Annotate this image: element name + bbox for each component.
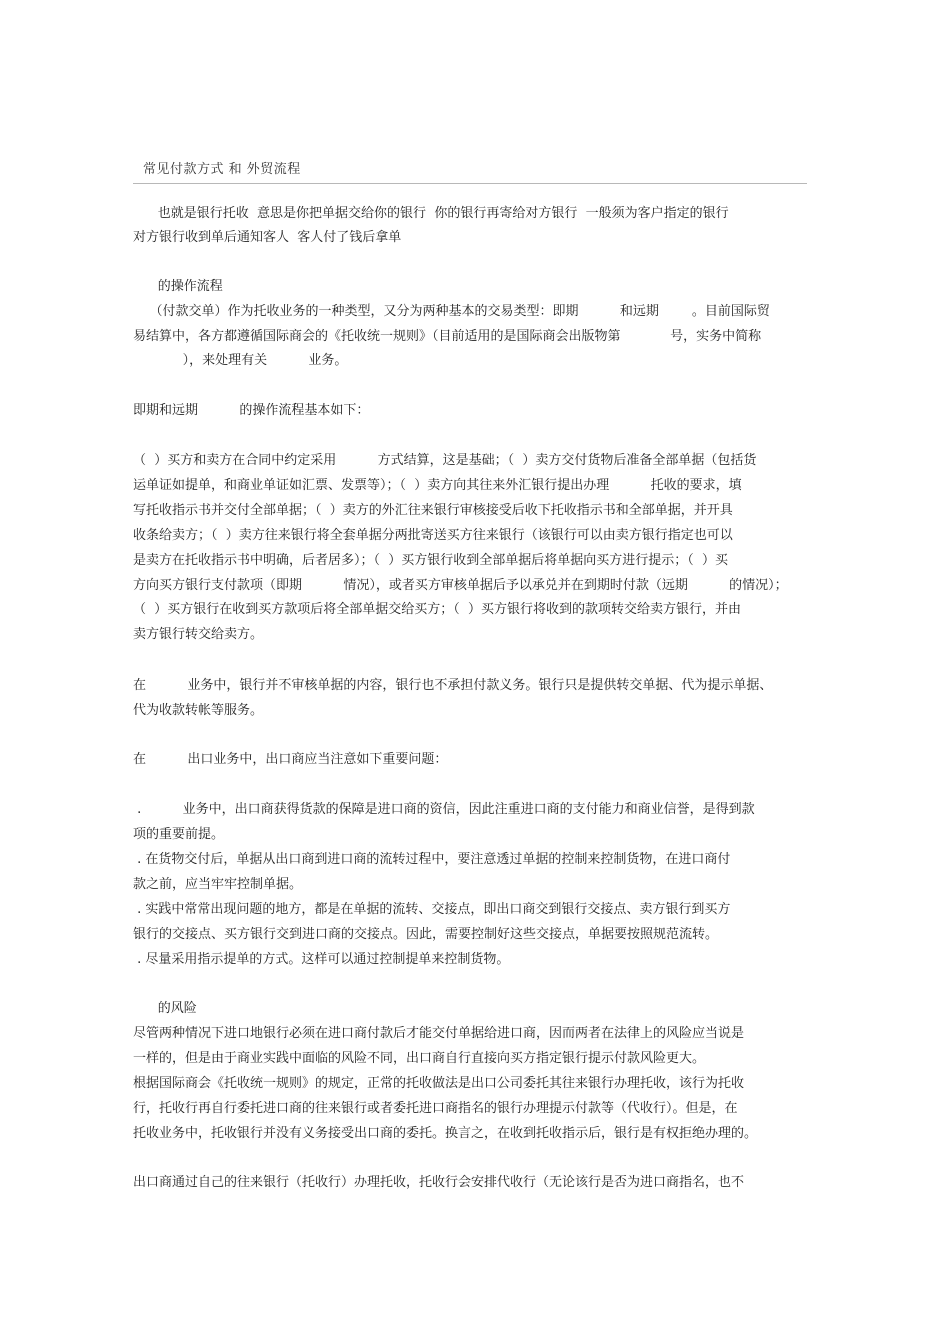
section-heading: 的操作流程: [133, 279, 223, 294]
header-divider: [133, 183, 807, 184]
paragraph-line: 易结算中，各方都遵循国际商会的《托收统一规则》（目前适用的是国际商会出版物第 号，实务中简称: [133, 329, 762, 344]
paragraph-line: 运单证如提单，和商业单证如汇票、发票等）；（ ）卖方向其往来外汇银行提出办理 托收的要求，填: [133, 478, 742, 493]
paragraph-line: ），来处理有关 业务。: [133, 353, 348, 368]
intro-line: 也就是银行托收 意思是你把单据交给你的银行 你的银行再寄给对方银行 一般须为客户指定的银行: [133, 206, 729, 221]
intro-line: 对方银行收到单后通知客人 客人付了钱后拿单: [133, 230, 402, 245]
paragraph-line: 尽管两种情况下进口地银行必须在进口商付款后才能交付单据给进口商，因而两者在法律上的风险应当说是: [133, 1026, 745, 1041]
paragraph-line: （付款交单）作为托收业务的一种类型，又分为两种基本的交易类型：即期 和远期 。目前国际贸: [133, 304, 770, 319]
paragraph-line: 卖方银行转交给卖方。: [133, 627, 264, 642]
paragraph-line: 托收业务中，托收银行并没有义务接受出口商的委托。换言之，在收到托收指示后，银行是有权拒绝办理的。: [133, 1126, 758, 1141]
paragraph-line: 出口商通过自己的往来银行（托收行）办理托收，托收行会安排代收行（无论该行是否为进口商指名，也不: [133, 1175, 745, 1190]
numbered-point: 项的重要前提。: [133, 827, 225, 842]
page-header-title: 常见付款方式 和 外贸流程: [143, 162, 301, 177]
paragraph-line: 是卖方在托收指示书中明确，后者居多）；（ ）买方银行收到全部单据后将单据向买方进行提示；（ ）买: [133, 553, 729, 568]
paragraph-line: 代为收款转帐等服务。: [133, 703, 264, 718]
paragraph-line: （ ）买方银行在收到买方款项后将全部单据交给买方；（ ）买方银行将收到的款项转交给卖方银行，并由: [133, 602, 742, 617]
numbered-point: . 尽量采用指示提单的方式。这样可以通过控制提单来控制货物。: [133, 952, 510, 967]
paragraph-line: 写托收指示书并交付全部单据；（ ）卖方的外汇往来银行审核接受后收下托收指示书和全部单据，并开具: [133, 503, 733, 518]
paragraph-line: 方向买方银行支付款项（即期 情况），或者买方审核单据后予以承兑并在到期时付款（远期 的情况）；: [133, 578, 788, 593]
paragraph-line: 一样的，但是由于商业实践中面临的风险不同，出口商自行直接向买方指定银行提示付款风险更大。: [133, 1051, 706, 1066]
paragraph-line: 根据国际商会《托收统一规则》的规定，正常的托收做法是出口公司委托其往来银行办理托收，该行为托收: [133, 1076, 745, 1091]
numbered-point: . 业务中，出口商获得货款的保障是进口商的资信，因此注重进口商的支付能力和商业信誉，是得到款: [133, 802, 755, 817]
section-heading: 的风险: [133, 1001, 197, 1016]
numbered-point: 银行的交接点、买方银行交到进口商的交接点。因此，需要控制好这些交接点，单据要按照规范流转。: [133, 927, 719, 942]
numbered-point: . 实践中常常出现问题的地方，都是在单据的流转、交接点，即出口商交到银行交接点、卖方银行到买方: [133, 902, 731, 917]
paragraph-line: 收条给卖方；（ ）卖方往来银行将全套单据分两批寄送买方往来银行（该银行可以由卖方银行指定也可以: [133, 528, 733, 543]
paragraph-line: （ ）买方和卖方在合同中约定采用 方式结算，这是基础；（ ）卖方交付货物后准备全部单据（包括货: [133, 453, 757, 468]
numbered-point: 款之前，应当牢牢控制单据。: [133, 877, 303, 892]
paragraph-line: 在 业务中，银行并不审核单据的内容，银行也不承担付款义务。银行只是提供转交单据、代为提示单据、: [133, 678, 773, 693]
section-heading: 在 出口业务中，出口商应当注意如下重要问题：: [133, 752, 448, 767]
paragraph-line: 行，托收行再自行委托进口商的往来银行或者委托进口商指名的银行办理提示付款等（代收行）。但是，在: [133, 1101, 738, 1116]
numbered-point: . 在货物交付后，单据从出口商到进口商的流转过程中，要注意透过单据的控制来控制货物，在进口商付: [133, 852, 731, 867]
section-heading: 即期和远期 的操作流程基本如下：: [133, 403, 370, 418]
